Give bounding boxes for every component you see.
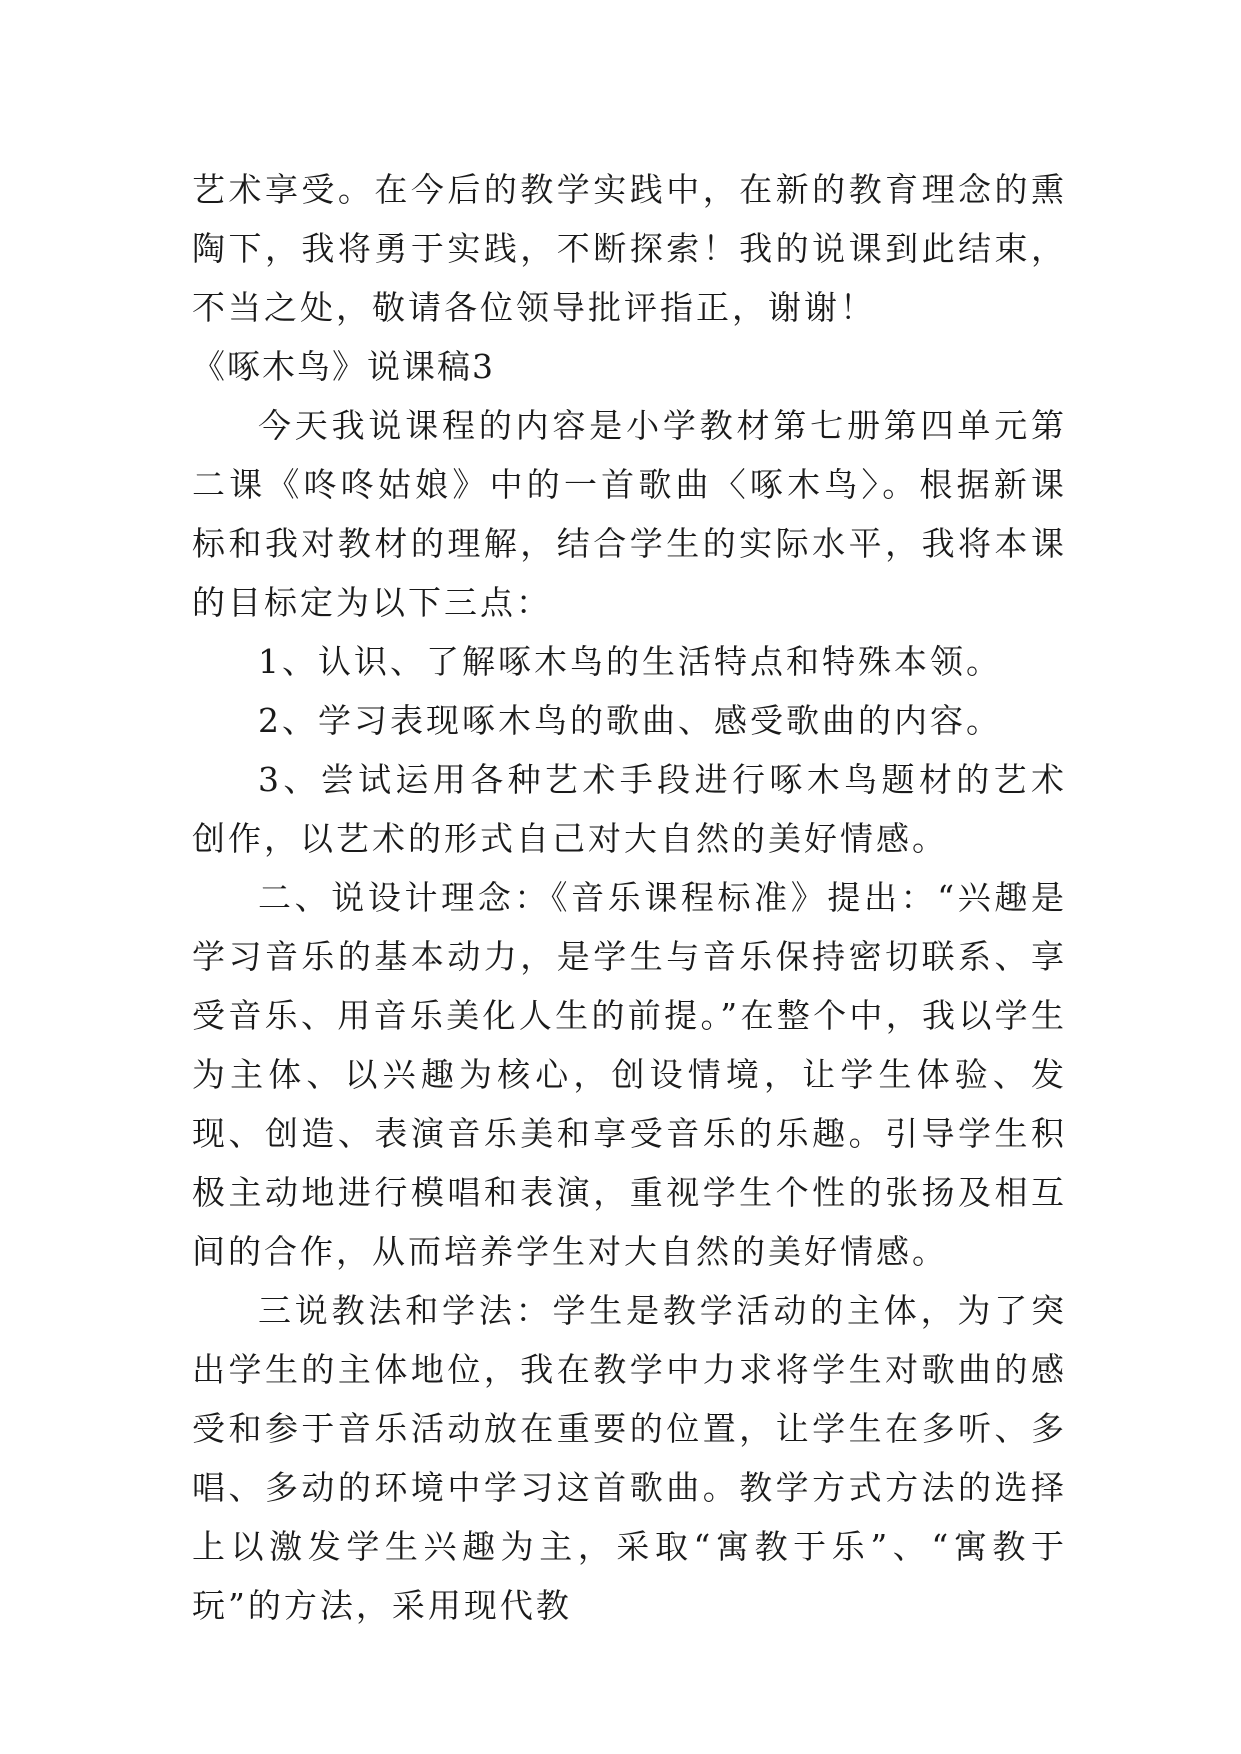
paragraph-goal-2: 2、学习表现啄木鸟的歌曲、感受歌曲的内容。 xyxy=(258,701,1002,740)
paragraph-design-concept: 二、说设计理念：《音乐课程标准》提出：“兴趣是学习音乐的基本动力，是学生与音乐保持密切联系、享受音乐、用音乐美化人生的前提。”在整个中，我以学生为主体、以兴趣为核心，创设情境，让学生体验、发现、创造、表演音乐美和享受音乐的乐趣。引导学生积极主动地进行模唱和表演，重视学生个性的张扬及相互间的合作，从而培养学生对大自然的美好情感。 xyxy=(192,878,1067,1271)
section-heading: 《啄木鸟》说课稿3 xyxy=(192,347,495,386)
document-body xyxy=(192,160,1067,1635)
paragraph-intro: 今天我说课程的内容是小学教材第七册第四单元第二课《咚咚姑娘》中的一首歌曲〈啄木鸟〉。根据新课标和我对教材的理解，结合学生的实际水平，我将本课的目标定为以下三点： xyxy=(192,406,1067,622)
paragraph-teaching-method: 三说教法和学法：学生是教学活动的主体，为了突出学生的主体地位，我在教学中力求将学生对歌曲的感受和参于音乐活动放在重要的位置，让学生在多听、多唱、多动的环境中学习这首歌曲。教学方式方法的选择上以激发学生兴趣为主，采取“寓教于乐”、“寓教于玩”的方法，采用现代教 xyxy=(192,1291,1067,1625)
paragraph-goal-1: 1、认识、了解啄木鸟的生活特点和特殊本领。 xyxy=(258,642,1002,681)
paragraph-goal-3: 3、尝试运用各种艺术手段进行啄木鸟题材的艺术创作，以艺术的形式自己对大自然的美好情感。 xyxy=(192,760,1067,858)
paragraph-closing: 艺术享受。在今后的教学实践中，在新的教育理念的熏陶下，我将勇于实践，不断探索！我的说课到此结束，不当之处，敬请各位领导批评指正，谢谢！ xyxy=(192,170,1067,327)
